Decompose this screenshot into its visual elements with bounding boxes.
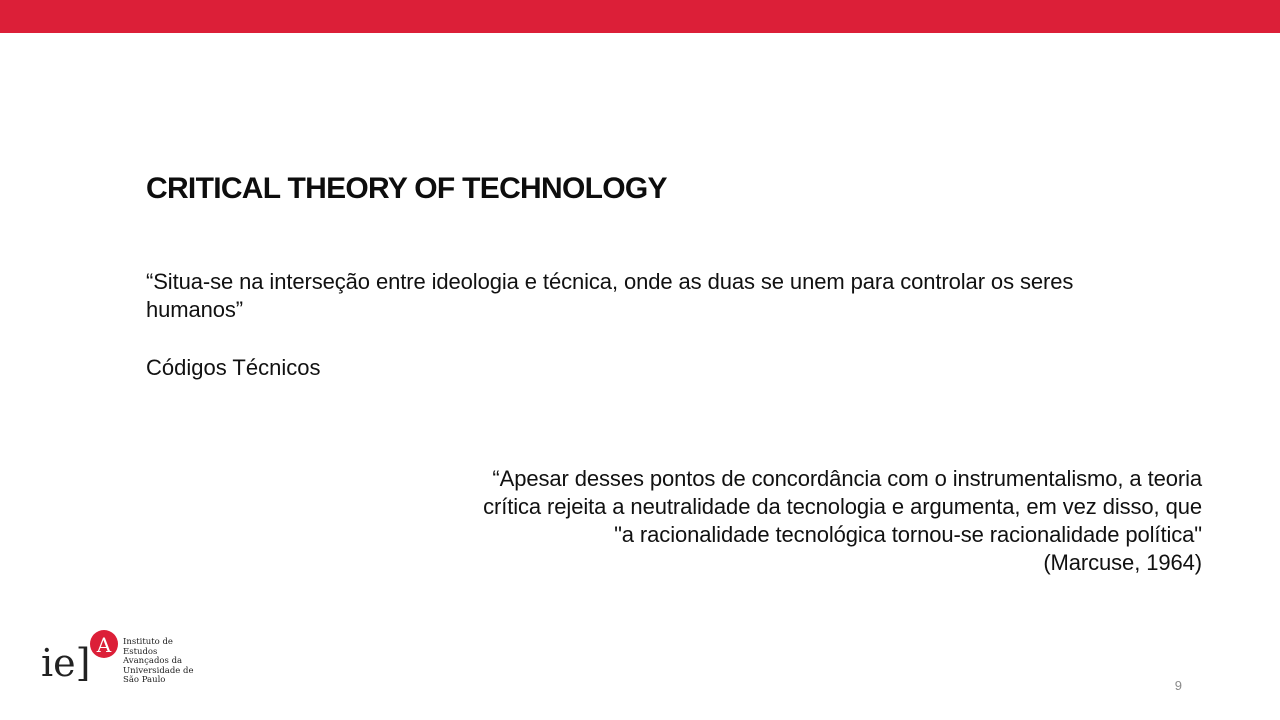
logo-name-line: Universidade de (123, 665, 194, 676)
quote-line: “Apesar desses pontos de concordância com o instrumentalismo, a teoria (492, 466, 1202, 491)
page-number: 9 (1174, 678, 1182, 693)
logo-name-line: Avançados da (123, 656, 183, 666)
quote-line: "a racionalidade tecnológica tornou-se racionalidade política" (614, 522, 1202, 547)
iea-usp-logo (40, 628, 200, 692)
quote-intersection: “Situa-se na interseção entre ideologia e técnica, onde as duas se unem para controlar os seres humanos” (146, 269, 1074, 322)
logo-mark-text: ie] (41, 641, 91, 685)
subheading-technical-codes: Códigos Técnicos (146, 355, 321, 380)
quote-line: crítica rejeita a neutralidade da tecnologia e argumenta, em vez disso, que (483, 494, 1202, 519)
logo-name-line: Estudos (123, 646, 158, 657)
logo-badge-letter: A (96, 633, 112, 657)
top-accent-bar (0, 0, 1280, 33)
slide-title: CRITICAL THEORY OF TECHNOLOGY (146, 172, 667, 205)
quote-citation: (Marcuse, 1964) (1043, 550, 1202, 575)
logo-name-line: São Paulo (123, 675, 166, 685)
logo-name-line: Instituto de (123, 637, 173, 647)
quote-marcuse (342, 465, 1202, 577)
logo-institution-name (123, 638, 194, 686)
iea-logo-mark-icon (40, 628, 120, 692)
